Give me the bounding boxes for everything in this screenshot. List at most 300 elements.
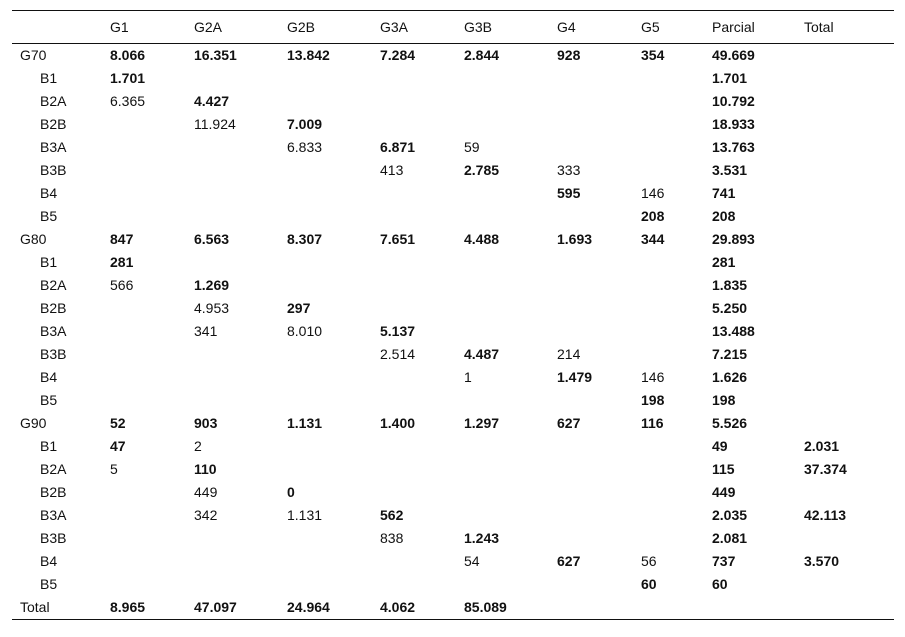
- table-cell: [641, 343, 712, 366]
- cell-value: 737: [712, 553, 736, 569]
- header-cell-g1: G1: [110, 19, 129, 35]
- table-header: [12, 11, 894, 44]
- table-cell: [287, 205, 380, 228]
- table-cell: [557, 44, 641, 68]
- table-cell: [464, 90, 557, 113]
- table-cell: [110, 389, 194, 412]
- table-cell: [110, 573, 194, 596]
- table-cell: [380, 90, 464, 113]
- cell-value: 198: [712, 392, 736, 408]
- cell-value: 1.835: [712, 277, 748, 293]
- table-cell: [110, 320, 194, 343]
- table-cell: [194, 90, 287, 113]
- table-cell: [380, 458, 464, 481]
- row-label: B2A: [40, 93, 67, 109]
- table-cell: [194, 366, 287, 389]
- table-cell: [804, 90, 894, 113]
- table-cell: [287, 343, 380, 366]
- cell-value: 1.479: [557, 369, 593, 385]
- cell-value: 146: [641, 185, 665, 201]
- row-label: B4: [40, 369, 58, 385]
- row-label-cell: [12, 458, 110, 481]
- table-cell: [557, 527, 641, 550]
- header-cell-g4: G4: [557, 19, 576, 35]
- cell-value: 10.792: [712, 93, 755, 109]
- table-row: [12, 573, 894, 596]
- table-cell: [804, 596, 894, 620]
- cell-value: 13.763: [712, 139, 755, 155]
- cell-value: 24.964: [287, 599, 330, 615]
- cell-value: 60: [712, 576, 728, 592]
- table-cell: [110, 366, 194, 389]
- row-label: B2A: [40, 461, 67, 477]
- table-cell: [380, 44, 464, 68]
- table-cell: [287, 389, 380, 412]
- table-cell: [287, 159, 380, 182]
- table-cell: [804, 136, 894, 159]
- cell-value: 741: [712, 185, 736, 201]
- table-cell: [380, 113, 464, 136]
- table-cell: [194, 297, 287, 320]
- table-cell: [380, 389, 464, 412]
- table-cell: [194, 113, 287, 136]
- cell-value: 115: [712, 461, 735, 477]
- table-cell: [194, 573, 287, 596]
- header-cell-parcial: Parcial: [712, 19, 755, 35]
- table-cell: [712, 527, 804, 550]
- table-cell: [194, 504, 287, 527]
- row-label-cell: [12, 573, 110, 596]
- table-cell: [110, 596, 194, 620]
- table-cell: [804, 504, 894, 527]
- table-cell: [110, 159, 194, 182]
- cell-value: 1.131: [287, 507, 323, 523]
- table-row: [12, 113, 894, 136]
- row-label-cell: [12, 297, 110, 320]
- cell-value: 562: [380, 507, 404, 523]
- table-cell: [641, 205, 712, 228]
- table-cell: [464, 481, 557, 504]
- row-label: B1: [40, 70, 58, 86]
- row-label-cell: [12, 136, 110, 159]
- cell-value: 2.514: [380, 346, 416, 362]
- cell-value: 5.250: [712, 300, 748, 316]
- table-cell: [380, 182, 464, 205]
- table-cell: [380, 320, 464, 343]
- table-cell: [287, 274, 380, 297]
- cell-value: 4.953: [194, 300, 230, 316]
- table-cell: [804, 182, 894, 205]
- header-cell-total: Total: [804, 19, 834, 35]
- table-cell: [557, 205, 641, 228]
- table-cell: [557, 458, 641, 481]
- cell-value: 847: [110, 231, 134, 247]
- table-cell: [712, 366, 804, 389]
- table-cell: [712, 205, 804, 228]
- table-cell: [464, 136, 557, 159]
- row-label-cell: [12, 251, 110, 274]
- table-cell: [380, 504, 464, 527]
- table-cell: [110, 136, 194, 159]
- cell-value: 5.526: [712, 415, 748, 431]
- cell-value: 13.488: [712, 323, 755, 339]
- table-cell: [712, 44, 804, 68]
- cell-value: 566: [110, 277, 134, 293]
- table-cell: [110, 205, 194, 228]
- table-cell: [804, 458, 894, 481]
- table-cell: [804, 297, 894, 320]
- table-cell: [287, 113, 380, 136]
- cell-value: 1.400: [380, 415, 416, 431]
- table-cell: [557, 67, 641, 90]
- row-label: B5: [40, 208, 58, 224]
- table-cell: [464, 366, 557, 389]
- cell-value: 7.651: [380, 231, 416, 247]
- table-cell: [712, 136, 804, 159]
- row-label: B3B: [40, 346, 67, 362]
- table-cell: [804, 44, 894, 68]
- table-cell: [641, 297, 712, 320]
- cell-value: 281: [110, 254, 134, 270]
- row-label-cell: [12, 113, 110, 136]
- cell-value: 54: [464, 553, 480, 569]
- table-cell: [641, 481, 712, 504]
- row-label-cell: [12, 67, 110, 90]
- table-cell: [804, 205, 894, 228]
- table-cell: [287, 481, 380, 504]
- cell-value: 3.570: [804, 553, 840, 569]
- table-cell: [464, 274, 557, 297]
- header-cell-g2a: G2A: [194, 19, 223, 35]
- table-cell: [804, 435, 894, 458]
- row-label: B2B: [40, 116, 67, 132]
- row-label-cell: [12, 504, 110, 527]
- table-cell: [287, 297, 380, 320]
- table-row-group: [12, 228, 894, 251]
- data-table-container: [12, 10, 894, 620]
- row-label: B4: [40, 553, 58, 569]
- table-cell: [464, 573, 557, 596]
- row-label: B3A: [40, 139, 67, 155]
- cell-value: 627: [557, 553, 581, 569]
- cell-value: 4.487: [464, 346, 500, 362]
- table-cell: [287, 412, 380, 435]
- table-cell: [194, 596, 287, 620]
- table-cell: [110, 274, 194, 297]
- table-cell: [464, 504, 557, 527]
- table-cell: [287, 435, 380, 458]
- table-cell: [804, 343, 894, 366]
- table-row: [12, 320, 894, 343]
- table-cell: [110, 67, 194, 90]
- table-cell: [194, 251, 287, 274]
- table-row: [12, 205, 894, 228]
- table-cell: [464, 67, 557, 90]
- cell-value: 59: [464, 139, 480, 155]
- table-cell: [641, 366, 712, 389]
- table-cell: [110, 504, 194, 527]
- table-cell: [712, 274, 804, 297]
- table-cell: [464, 205, 557, 228]
- table-cell: [712, 458, 804, 481]
- cell-value: 2.081: [712, 530, 748, 546]
- cell-value: 0: [287, 484, 295, 500]
- cell-value: 56: [641, 553, 657, 569]
- table-cell: [110, 44, 194, 68]
- cell-value: 6.871: [380, 139, 416, 155]
- table-cell: [380, 527, 464, 550]
- table-cell: [464, 159, 557, 182]
- table-row: [12, 481, 894, 504]
- table-cell: [380, 481, 464, 504]
- table-cell: [194, 481, 287, 504]
- table-cell: [712, 90, 804, 113]
- row-label-cell: [12, 90, 110, 113]
- cell-value: 47: [110, 438, 126, 454]
- cell-value: 1.297: [464, 415, 500, 431]
- table-cell: [194, 205, 287, 228]
- table-cell: [110, 113, 194, 136]
- table-cell: [712, 435, 804, 458]
- table-cell: [464, 389, 557, 412]
- cell-value: 903: [194, 415, 218, 431]
- table-cell: [712, 504, 804, 527]
- table-cell: [464, 596, 557, 620]
- cell-value: 16.351: [194, 47, 237, 63]
- cell-value: 37.374: [804, 461, 847, 477]
- table-cell: [464, 113, 557, 136]
- cell-value: 627: [557, 415, 581, 431]
- table-cell: [287, 550, 380, 573]
- header-cell-g3a: G3A: [380, 19, 409, 35]
- table-cell: [110, 228, 194, 251]
- table-cell: [557, 182, 641, 205]
- table-row: [12, 504, 894, 527]
- table-cell: [557, 136, 641, 159]
- row-label: B3B: [40, 162, 67, 178]
- table-cell: [804, 274, 894, 297]
- row-label: B2A: [40, 277, 67, 293]
- cell-value: 1.243: [464, 530, 500, 546]
- table-cell: [110, 412, 194, 435]
- row-label-cell: [12, 550, 110, 573]
- table-cell: [712, 113, 804, 136]
- table-cell: [557, 159, 641, 182]
- table-cell: [287, 251, 380, 274]
- cell-value: 5.137: [380, 323, 416, 339]
- table-cell: [194, 159, 287, 182]
- table-row: [12, 366, 894, 389]
- table-row: [12, 182, 894, 205]
- table-cell: [380, 205, 464, 228]
- table-cell: [804, 389, 894, 412]
- cell-value: 6.563: [194, 231, 230, 247]
- cell-value: 3.531: [712, 162, 748, 178]
- table-cell: [194, 136, 287, 159]
- cell-value: 449: [194, 484, 218, 500]
- table-cell: [804, 366, 894, 389]
- cell-value: 6.365: [110, 93, 146, 109]
- cell-value: 2.844: [464, 47, 500, 63]
- header-cell-g2b: G2B: [287, 19, 316, 35]
- table-cell: [194, 44, 287, 68]
- cell-value: 42.113: [804, 507, 847, 523]
- cell-value: 928: [557, 47, 581, 63]
- table-cell: [287, 366, 380, 389]
- table-cell: [712, 251, 804, 274]
- row-label: B3B: [40, 530, 67, 546]
- table-cell: [712, 320, 804, 343]
- cell-value: 4.427: [194, 93, 230, 109]
- cell-value: 449: [712, 484, 736, 500]
- cell-value: 146: [641, 369, 665, 385]
- cell-value: 208: [641, 208, 665, 224]
- table-row: [12, 343, 894, 366]
- table-cell: [464, 343, 557, 366]
- table-cell: [110, 481, 194, 504]
- cell-value: 281: [712, 254, 736, 270]
- table-cell: [287, 136, 380, 159]
- cell-value: 2.035: [712, 507, 748, 523]
- table-cell: [110, 550, 194, 573]
- table-cell: [287, 90, 380, 113]
- cell-value: 208: [712, 208, 736, 224]
- table-cell: [712, 182, 804, 205]
- table-cell: [380, 297, 464, 320]
- table-cell: [287, 504, 380, 527]
- cell-value: 2: [194, 438, 202, 454]
- header-cell-g5: G5: [641, 19, 660, 35]
- table-cell: [380, 228, 464, 251]
- table-cell: [557, 343, 641, 366]
- cell-value: 8.066: [110, 47, 146, 63]
- table-cell: [110, 458, 194, 481]
- table-cell: [641, 113, 712, 136]
- table-cell: [804, 550, 894, 573]
- table-cell: [194, 343, 287, 366]
- table-cell: [287, 596, 380, 620]
- table-cell: [804, 527, 894, 550]
- cell-value: 49: [712, 438, 728, 454]
- table-row: [12, 527, 894, 550]
- row-label: B4: [40, 185, 58, 201]
- row-label: B2B: [40, 300, 67, 316]
- table-row-group: [12, 412, 894, 435]
- table-cell: [380, 343, 464, 366]
- table-cell: [712, 159, 804, 182]
- table-cell: [464, 320, 557, 343]
- table-cell: [287, 458, 380, 481]
- cell-value: 8.307: [287, 231, 323, 247]
- cell-value: 8.965: [110, 599, 146, 615]
- table-cell: [804, 113, 894, 136]
- table-cell: [194, 274, 287, 297]
- table-body: [12, 44, 894, 620]
- cell-value: 1.701: [110, 70, 146, 86]
- table-cell: [110, 435, 194, 458]
- table-row: [12, 67, 894, 90]
- table-cell: [110, 527, 194, 550]
- table-cell: [712, 67, 804, 90]
- table-cell: [380, 435, 464, 458]
- row-label: B2B: [40, 484, 67, 500]
- table-cell: [712, 550, 804, 573]
- table-cell: [380, 251, 464, 274]
- cell-value: 4.062: [380, 599, 416, 615]
- row-label: B1: [40, 254, 58, 270]
- row-label: B1: [40, 438, 58, 454]
- table-row-group: [12, 44, 894, 68]
- cell-value: 1.269: [194, 277, 230, 293]
- table-cell: [557, 504, 641, 527]
- table-cell: [464, 550, 557, 573]
- row-label: G90: [20, 415, 47, 431]
- table-cell: [557, 320, 641, 343]
- table-cell: [380, 412, 464, 435]
- table-row: [12, 435, 894, 458]
- table-cell: [194, 389, 287, 412]
- table-cell: [641, 596, 712, 620]
- cell-value: 1.701: [712, 70, 748, 86]
- cell-value: 47.097: [194, 599, 237, 615]
- table-cell: [712, 297, 804, 320]
- table-cell: [287, 573, 380, 596]
- table-cell: [557, 550, 641, 573]
- table-cell: [557, 573, 641, 596]
- table-cell: [641, 389, 712, 412]
- cell-value: 214: [557, 346, 581, 362]
- table-cell: [464, 435, 557, 458]
- table-cell: [464, 412, 557, 435]
- table-row: [12, 389, 894, 412]
- row-label: G80: [20, 231, 47, 247]
- table-row: [12, 458, 894, 481]
- table-cell: [804, 481, 894, 504]
- table-cell: [641, 136, 712, 159]
- table-cell: [464, 44, 557, 68]
- table-cell: [194, 67, 287, 90]
- row-label-cell: [12, 343, 110, 366]
- table-cell: [287, 320, 380, 343]
- table-cell: [194, 458, 287, 481]
- table-cell: [712, 412, 804, 435]
- cell-value: 5: [110, 461, 118, 477]
- row-label-cell: [12, 274, 110, 297]
- table-row-group: [12, 596, 894, 620]
- table-cell: [380, 136, 464, 159]
- table-cell: [464, 182, 557, 205]
- row-label-cell: [12, 527, 110, 550]
- data-table: [12, 10, 894, 620]
- cell-value: 354: [641, 47, 665, 63]
- row-label-cell: [12, 435, 110, 458]
- table-cell: [641, 251, 712, 274]
- row-label-cell: [12, 389, 110, 412]
- table-cell: [557, 90, 641, 113]
- table-cell: [110, 182, 194, 205]
- table-cell: [804, 251, 894, 274]
- table-cell: [557, 481, 641, 504]
- table-cell: [804, 228, 894, 251]
- table-cell: [110, 297, 194, 320]
- table-cell: [557, 435, 641, 458]
- table-cell: [641, 228, 712, 251]
- cell-value: 1.626: [712, 369, 748, 385]
- header-cell-g3b: G3B: [464, 19, 493, 35]
- table-cell: [641, 550, 712, 573]
- table-cell: [557, 228, 641, 251]
- table-cell: [110, 90, 194, 113]
